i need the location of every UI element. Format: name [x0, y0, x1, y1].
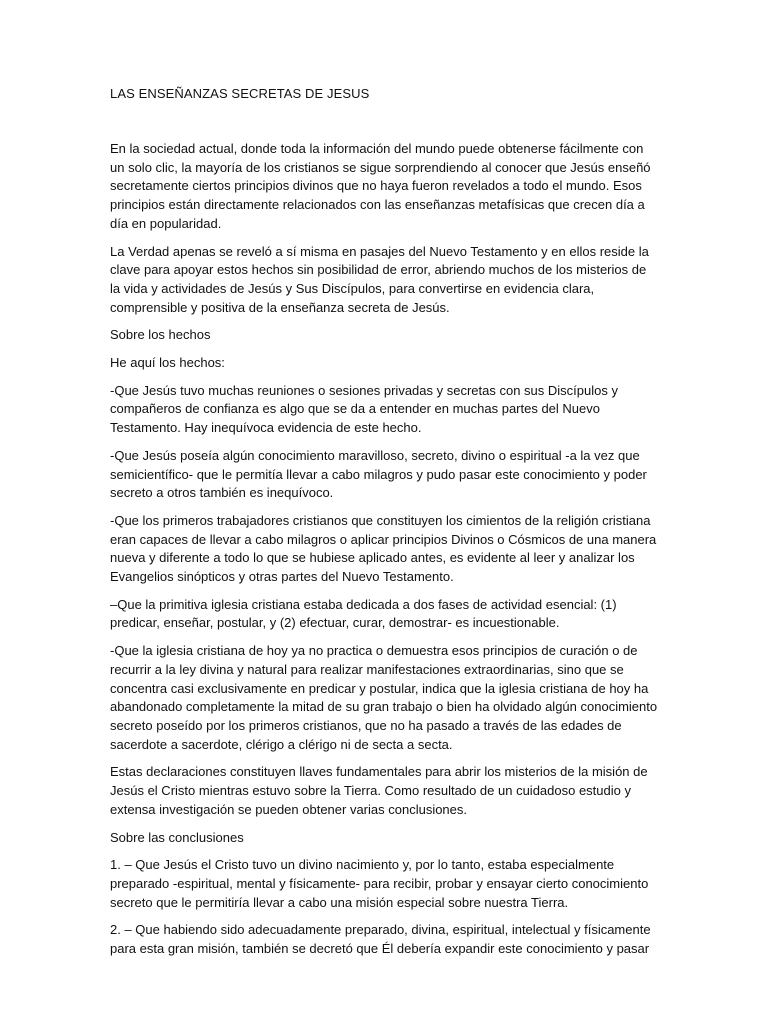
paragraph-intro: En la sociedad actual, donde toda la información del mundo puede obtenerse fácilmente con un solo clic, la mayoría de los cristianos se sigue sorprendiendo al conocer que Jesús enseñó secretamente ciertos principios divinos que no haya fueron revelados a todo el mundo. Esos principios están directamente relacionados con las enseñanzas metafísicas que crecen día a día en popularidad. [110, 141, 651, 231]
conclusion-item-1: 1. – Que Jesús el Cristo tuvo un divino nacimiento y, por lo tanto, estaba especialmente preparado -espiritual, mental y físicamente- para recibir, probar y ensayar cierto conocimiento secreto que le permitiría llevar a cabo una misión especial sobre nuestra Tierra. [110, 857, 649, 910]
document-page [110, 84, 658, 968]
fact-item-1: -Que Jesús tuvo muchas reuniones o sesiones privadas y secretas con sus Discípulos y compañeros de confianza es algo que se da a entender en muchas partes del Nuevo Testamento. Hay inequívoca evidencia de este hecho. [110, 382, 618, 436]
paragraph-declaraciones: Estas declaraciones constituyen llaves fundamentales para abrir los misterios de la misión de Jesús el Cristo mientras estuvo sobre la Tierra. Como resultado de un cuidadoso estudio y extensa investigación se pueden obtener varias conclusiones. [110, 764, 648, 817]
fact-item-4: –Que la primitiva iglesia cristiana estaba dedicada a dos fases de actividad esencial: (1) predicar, enseñar, postular, y (2) efectuar, curar, demostrar- es incuestionable. [110, 596, 617, 631]
fact-item-5: -Que la iglesia cristiana de hoy ya no practica o demuestra esos principios de curación o de recurrir a la ley divina y natural para realizar manifestaciones extraordinarias, sino que se concentra casi exclusivamente en predicar y postular, indica que la iglesia cristiana de hoy ha abandonado completamente la mitad de su gran trabajo o bien ha olvidado algún conocimiento secreto poseído por los primeros cristianos, que no ha pasado a través de las edades de sacerdote a sacerdote, clérigo a clérigo ni de secta a secta. [110, 643, 658, 752]
paragraph-verdad: La Verdad apenas se reveló a sí misma en pasajes del Nuevo Testamento y en ellos reside la clave para apoyar estos hechos sin posibilidad de error, abriendo muchos de los misterios de la vida y actividades de Jesús y Sus Discípulos, para convertirse en evidencia clara, comprensible y positiva de la enseñanza secreta de Jesús. [110, 243, 649, 315]
section-heading-hechos: Sobre los hechos [110, 327, 211, 343]
paragraph-he-aqui: He aquí los hechos: [110, 355, 225, 371]
conclusion-item-2: 2. – Que habiendo sido adecuadamente preparado, divina, espiritual, intelectual y físicamente para esta gran misión, también se decretó que Él debería expandir este conocimiento y pasar [110, 922, 651, 957]
fact-item-3: -Que los primeros trabajadores cristianos que constituyen los cimientos de la religión cristiana eran capaces de llevar a cabo milagros o aplicar principios Divinos o Cósmicos de una manera nueva y diferente a todo lo que se hubiese aplicado antes, es evidente al leer y analizar los Evangelios sinópticos y otras partes del Nuevo Testamento. [110, 512, 657, 585]
document-title: LAS ENSEÑANZAS SECRETAS DE JESUS [110, 86, 370, 101]
section-heading-conclusiones: Sobre las conclusiones [110, 829, 244, 845]
fact-item-2: -Que Jesús poseía algún conocimiento maravilloso, secreto, divino o espiritual -a la vez que semicientífico- que le permitía llevar a cabo milagros y pudo pasar este conocimiento y poder secreto a otros también es inequívoco. [110, 447, 647, 501]
